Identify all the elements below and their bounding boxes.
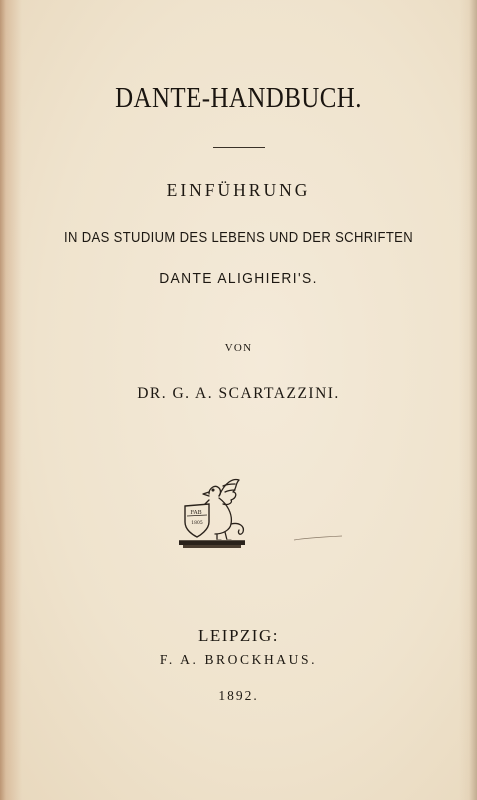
subtitle-line-1: IN DAS STUDIUM DES LEBENS UND DER SCHRIFTEN — [63, 230, 414, 246]
title-divider-rule — [213, 147, 265, 148]
svg-text:1805: 1805 — [191, 521, 203, 526]
publication-year: 1892. — [218, 688, 259, 703]
griffin-publisher-emblem-icon — [175, 474, 255, 552]
subtitle-line-2: DANTE ALIGHIERI'S. — [159, 270, 318, 287]
svg-text:FAB: FAB — [190, 510, 202, 516]
by-line: VON — [224, 342, 253, 354]
author-name: DR. G. A. SCARTAZZINI. — [137, 385, 340, 402]
publication-place: LEIPZIG: — [198, 626, 279, 645]
subtitle: EINFÜHRUNG — [166, 180, 311, 200]
pencil-mark — [292, 533, 344, 543]
publisher-name: F. A. BROCKHAUS. — [159, 652, 318, 667]
book-title: DANTE-HANDBUCH. — [115, 82, 362, 114]
